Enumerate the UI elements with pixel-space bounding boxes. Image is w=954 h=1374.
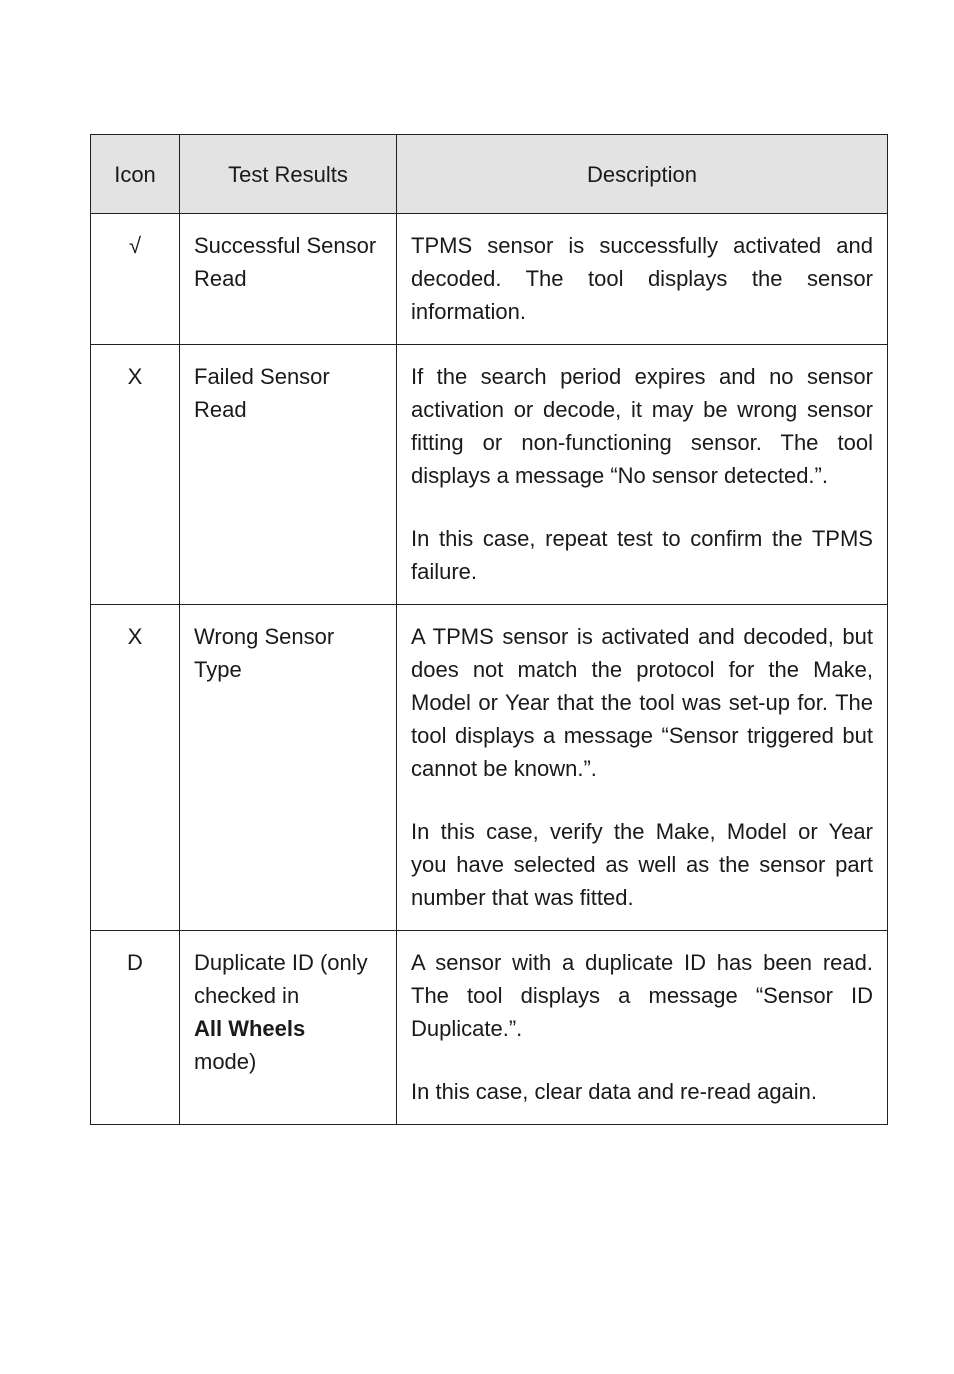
header-icon: Icon bbox=[91, 135, 180, 214]
table-row bbox=[91, 605, 888, 931]
description-paragraph: A sensor with a duplicate ID has been read. The tool displays a message “Sensor ID Duplicate.”. bbox=[411, 950, 873, 1041]
description-paragraph: If the search period expires and no sensor activation or decode, it may be wrong sensor fitting or non-functioning sensor. The tool displays a message “No sensor detected.”. bbox=[411, 364, 873, 488]
result-text: mode) bbox=[194, 1049, 257, 1074]
table-row bbox=[91, 931, 888, 1125]
description-paragraph: TPMS sensor is successfully activated and decoded. The tool displays the sensor information. bbox=[411, 233, 873, 324]
row-result: Wrong Sensor Type bbox=[180, 605, 397, 931]
row-description bbox=[397, 345, 888, 605]
row-description bbox=[397, 931, 888, 1125]
result-text: Duplicate ID (only checked in bbox=[194, 950, 368, 1008]
description-paragraph: In this case, verify the Make, Model or Year you have selected as well as the sensor part number that was fitted. bbox=[411, 819, 873, 910]
table-row bbox=[91, 214, 888, 345]
row-result bbox=[180, 931, 397, 1125]
row-description bbox=[397, 605, 888, 931]
row-description bbox=[397, 214, 888, 345]
row-icon-x: X bbox=[91, 345, 180, 605]
result-text-bold: All Wheels bbox=[194, 1016, 306, 1041]
description-paragraph: In this case, clear data and re-read again. bbox=[411, 1079, 818, 1104]
row-result: Failed Sensor Read bbox=[180, 345, 397, 605]
description-paragraph: In this case, repeat test to confirm the TPMS failure. bbox=[411, 526, 873, 584]
description-paragraph: A TPMS sensor is activated and decoded, but does not match the protocol for the Make, Model or Year that the tool was set-up for. The tool displays a message “Sensor triggered but cannot be known.”. bbox=[411, 624, 873, 781]
header-test-results: Test Results bbox=[180, 135, 397, 214]
row-result: Successful Sensor Read bbox=[180, 214, 397, 345]
table-row bbox=[91, 345, 888, 605]
test-results-table bbox=[90, 134, 888, 1125]
row-icon-d: D bbox=[91, 931, 180, 1125]
row-icon-x: X bbox=[91, 605, 180, 931]
row-icon-check: √ bbox=[91, 214, 180, 345]
header-description: Description bbox=[397, 135, 888, 214]
table-header-row bbox=[91, 135, 888, 214]
